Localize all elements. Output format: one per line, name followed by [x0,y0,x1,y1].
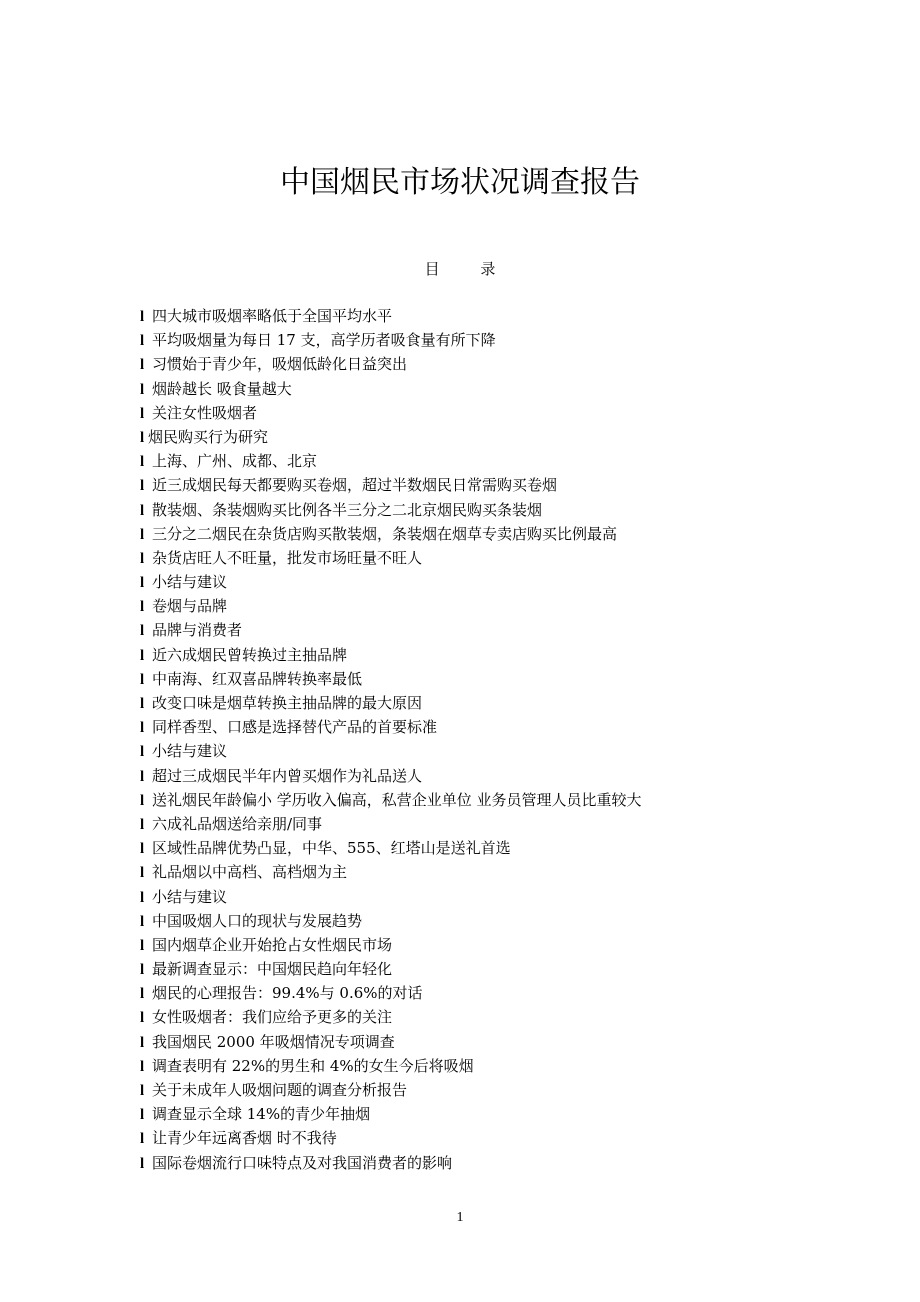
bullet-marker: l [140,309,145,325]
toc-item-label: 六成礼品烟送给亲朋/同事 [152,814,323,833]
toc-item [140,594,840,618]
bullet-marker: l [140,1034,145,1051]
bullet-marker: l [140,744,145,761]
toc-item-label: 卷烟与品牌 [152,597,228,616]
bullet-marker: l [140,768,145,785]
toc-item [140,667,840,691]
toc-item [140,957,840,981]
toc-item-label: 散装烟、条装烟购买比例各半三分之二北京烟民购买条装烟 [152,500,543,519]
toc-item [140,691,840,715]
toc-item [140,1078,840,1102]
bullet-marker: l [140,1155,145,1172]
toc-item-label: 中南海、红双喜品牌转换率最低 [152,669,363,688]
bullet-marker: l [140,986,145,1003]
bullet-marker: l [140,333,145,350]
bullet-marker: l [140,1083,145,1099]
toc-item-label: 中国吸烟人口的现状与发展趋势 [152,911,363,930]
toc-item-label: 调查显示全球 14%的青少年抽烟 [152,1105,371,1124]
toc-item [140,981,840,1005]
toc-heading: 目 录 [424,260,514,278]
bullet-marker: l [140,550,145,567]
bullet-marker: l [140,429,145,446]
toc-item-label: 上海、广州、成都、北京 [152,452,318,471]
toc-item [140,328,840,352]
toc-item [140,764,840,788]
toc-item-label: 调查表明有 22%的男生和 4%的女生今后将吸烟 [152,1056,474,1075]
bullet-marker: l [140,962,145,979]
page-title: 中国烟民市场状况调查报告 [280,165,640,200]
bullet-marker: l [140,671,145,688]
toc-item [140,715,840,739]
toc-item [140,860,840,884]
toc-item-label: 改变口味是烟草转换主抽品牌的最大原因 [152,694,423,712]
bullet-marker: l [140,889,145,906]
toc-item [140,1126,840,1150]
toc-item [140,377,840,401]
toc-item-label: 烟民的心理报告：99.4%与 0.6%的对话 [152,984,423,1003]
bullet-marker: l [140,865,145,882]
toc-item-label: 女性吸烟者：我们应给予更多的关注 [152,1008,393,1027]
toc-item-label: 超过三成烟民半年内曾买烟作为礼品送人 [152,766,423,785]
toc-item [140,812,840,836]
toc-item [140,449,840,473]
toc-item-label: 烟龄越长 吸食量越大 [152,379,292,398]
bullet-marker: l [140,792,145,809]
bullet-marker: l [140,357,145,374]
table-of-contents [140,304,840,1175]
toc-item [140,788,840,812]
bullet-marker: l [140,1107,145,1124]
toc-item-label: 品牌与消费者 [152,621,243,640]
toc-item-label: 习惯始于青少年，吸烟低龄化日益突出 [152,355,408,374]
toc-item-label: 小结与建议 [152,573,228,592]
toc-item-label: 关注女性吸烟者 [152,403,258,422]
toc-item-label: 国内烟草企业开始抢占女性烟民市场 [152,935,393,954]
toc-item [140,618,840,642]
bullet-marker: l [140,478,145,495]
toc-item-label: 三分之二烟民在杂货店购买散装烟，条装烟在烟草专卖店购买比例最高 [152,524,618,543]
toc-item-label: 平均吸烟量为每日 17 支，高学历者吸食量有所下降 [152,331,496,350]
bullet-marker: l [140,502,145,519]
bullet-marker: l [140,1058,145,1075]
toc-item-label: 近六成烟民曾转换过主抽品牌 [152,645,348,664]
bullet-marker: l [140,454,145,471]
toc-item-label: 让青少年远离香烟 时不我待 [152,1129,337,1148]
bullet-marker: l [140,816,145,833]
toc-item [140,1054,840,1078]
bullet-marker: l [140,841,145,858]
bullet-marker: l [140,913,145,930]
bullet-marker: l [140,647,145,664]
toc-item [140,909,840,933]
toc-item-label: 送礼烟民年龄偏小 学历收入偏高，私营企业单位 业务员管理人员比重较大 [152,790,642,809]
toc-item [140,1005,840,1029]
bullet-marker: l [140,1010,145,1027]
toc-item-label: 近三成烟民每天都要购买卷烟，超过半数烟民日常需购买卷烟 [152,476,558,495]
toc-item [140,546,840,570]
toc-item [140,498,840,522]
bullet-marker: l [140,1131,145,1148]
toc-item [140,836,840,860]
toc-item-label: 小结与建议 [152,887,228,906]
toc-item [140,401,840,425]
toc-item [140,933,840,957]
toc-item [140,1102,840,1126]
toc-item-label: 杂货店旺人不旺量，批发市场旺量不旺人 [152,548,423,567]
toc-item-label: 烟民购买行为研究 [148,427,269,446]
toc-item [140,425,840,449]
toc-item [140,739,840,763]
toc-item-label: 礼品烟以中高档、高档烟为主 [152,863,348,882]
toc-item-label: 小结与建议 [152,742,228,761]
bullet-marker: l [140,526,145,543]
toc-item-label: 区域性品牌优势凸显，中华、555、红塔山是送礼首选 [152,839,511,858]
bullet-marker: l [140,599,145,616]
toc-item [140,1151,840,1175]
toc-item [140,352,840,376]
toc-item [140,570,840,594]
page-number: 1 [456,1210,464,1225]
toc-item [140,304,840,328]
toc-item [140,643,840,667]
bullet-marker: l [140,575,145,592]
toc-item [140,885,840,909]
toc-item [140,1030,840,1054]
bullet-marker: l [140,937,145,954]
toc-item-label: 国际卷烟流行口味特点及对我国消费者的影响 [152,1153,453,1172]
toc-item-label: 最新调查显示：中国烟民趋向年轻化 [152,960,393,979]
bullet-marker: l [140,381,145,398]
bullet-marker: l [140,720,145,737]
toc-item-label: 我国烟民 2000 年吸烟情况专项调查 [152,1032,395,1051]
bullet-marker: l [140,623,145,640]
toc-item [140,522,840,546]
toc-item-label: 关于未成年人吸烟问题的调查分析报告 [152,1081,408,1099]
toc-item [140,473,840,497]
bullet-marker: l [140,696,145,712]
toc-item-label: 四大城市吸烟率略低于全国平均水平 [152,307,393,325]
bullet-marker: l [140,405,145,422]
toc-item-label: 同样香型、口感是选择替代产品的首要标准 [152,718,438,737]
